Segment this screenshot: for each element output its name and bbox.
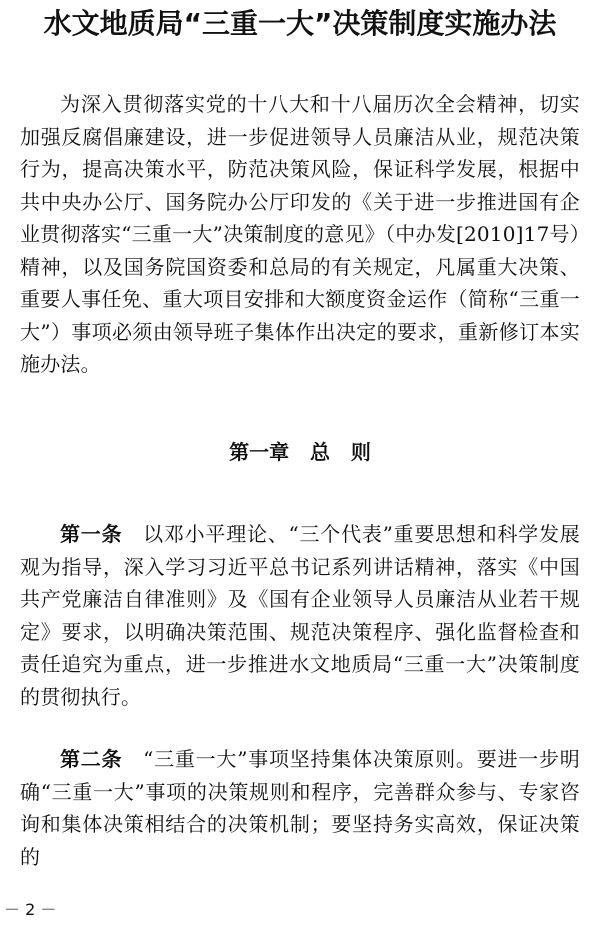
article-2-spacer — [122, 747, 143, 771]
article-2-text: “三重一大”事项坚持集体决策原则。要进一步明确“三重一大”事项的决策规则和程序，完善群众参与、专家咨询和集体决策相结合的决策机制；要坚持务实高效，保证决策的 — [20, 747, 580, 869]
article-1-paragraph — [20, 518, 580, 713]
article-1-spacer — [122, 522, 143, 546]
article-2-label: 第二条 — [60, 747, 123, 771]
chapter-heading: 第一章 总 则 — [229, 440, 371, 464]
article-1-text: 以邓小平理论、“三个代表”重要思想和科学发展观为指导，深入学习习近平总书记系列讲话精神，落实《中国共产党廉洁自律准则》及《国有企业领导人员廉洁从业若干规定》要求，以明确决策范围、规范决策程序、强化监督检查和责任追究为重点，进一步推进水文地质局“三重一大”决策制度的贯彻执行。 — [20, 522, 580, 709]
document-title: 水文地质局“三重一大”决策制度实施办法 — [43, 7, 557, 40]
page-number: － 2 － — [4, 900, 57, 919]
article-2-paragraph — [20, 743, 580, 873]
intro-paragraph: 为深入贯彻落实党的十八大和十八届历次全会精神，切实加强反腐倡廉建设，进一步促进领导人员廉洁从业，规范决策行为，提高决策水平，防范决策风险，保证科学发展，根据中共中央办公厅、国务院办公厅印发的《关于进一步推进国有企业贯彻落实“三重一大”决策制度的意见》（中办发[2010]17号）精神，以及国务院国资委和总局的有关规定，凡属重大决策、重要人事任免、重大项目安排和大额度资金运作（简称“三重一大”）事项必须由领导班子集体作出决定的要求，重新修订本实施办法。 — [20, 92, 580, 376]
article-1-label: 第一条 — [60, 522, 123, 546]
